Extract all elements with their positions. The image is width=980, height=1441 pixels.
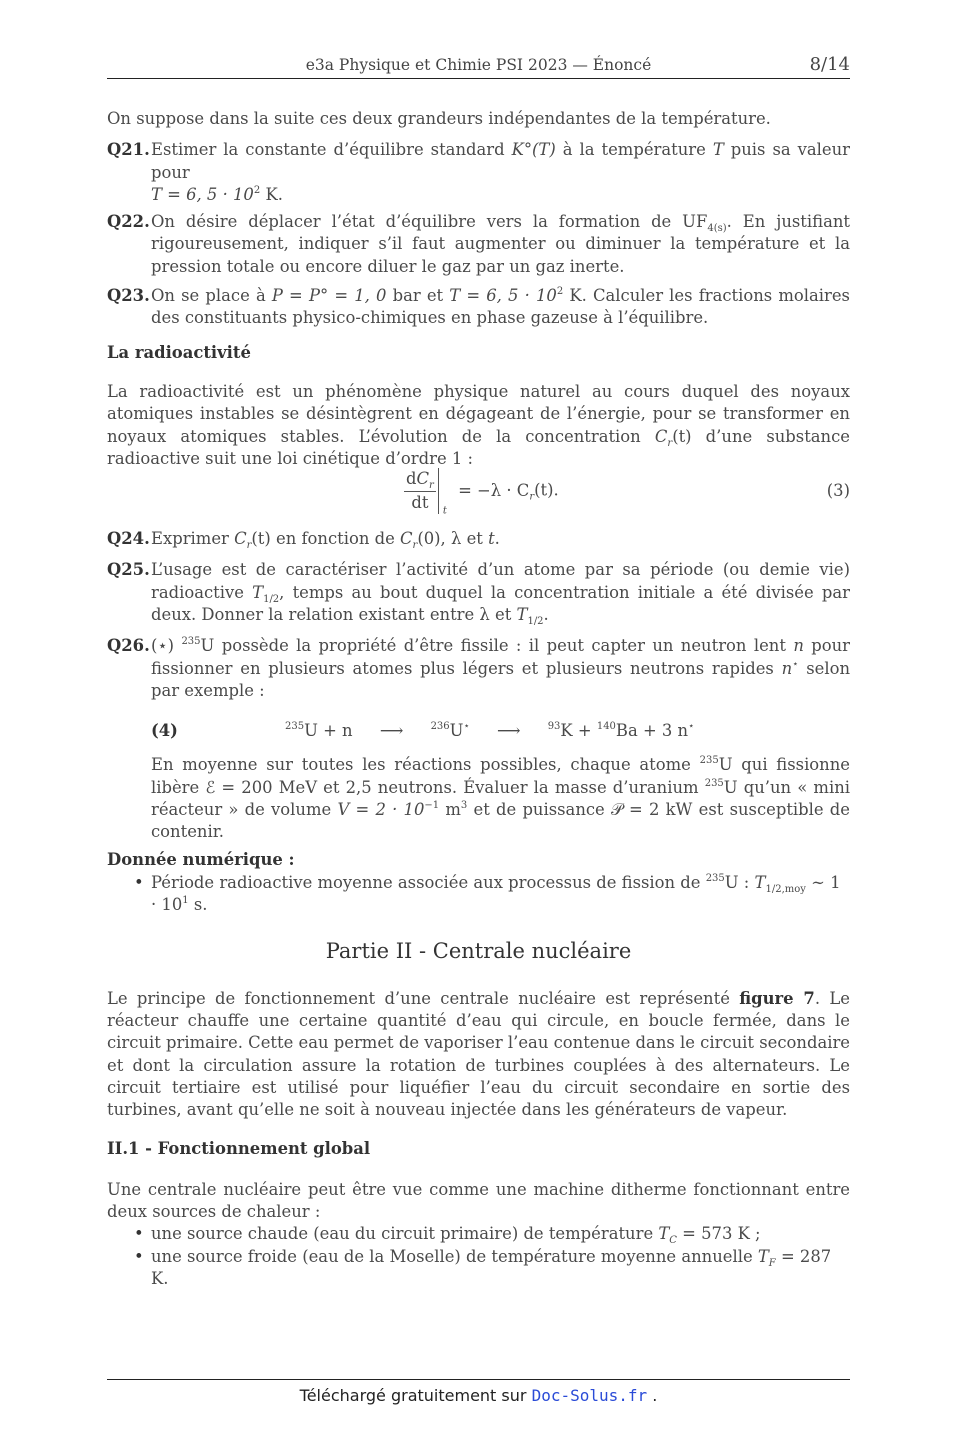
section-heading-radioactivity: La radioactivité [107, 342, 251, 362]
question-number: Q24. [107, 529, 150, 549]
equation-3 [107, 468, 850, 516]
evaluation-bar [438, 468, 439, 514]
equation-body: $\frac{dC_r}{dt}$ $_t = -\lambda \cdot C_r(t)$. [406, 469, 559, 517]
list-item: • une source chaude (eau du circuit primaire) de température $T_C = 573$ K ; [107, 1223, 850, 1245]
part-title: Partie II - Centrale nucléaire [325, 939, 632, 964]
part2-intro: Le principe de fonctionnement d’une centrale nucléaire est représenté figure 7. Le réacteur chauffe une certaine quantité d’eau qui circule, en boucle fermée, dans le circuit primaire. Cette eau permet de vaporiser l’eau contenue dans le circuit secondaire et dont la circulation assure la rotation de turbines couplées à des alternateurs. Le circuit tertiaire est utilisé pour liquéfier l’eau du circuit secondaire en sortie des turbines, avant qu’elle ne soit à nouveau injectée dans les générateurs de vapeur. [107, 988, 850, 1120]
question-21: Q21. Estimer la constante d’équilibre standard K°(T) à la température T puis sa valeur pour T = 6, $5 \cdot 10^2$ K. [107, 140, 850, 204]
question-number: Q21. [107, 140, 150, 160]
question-26: Q26. (⋆) $^{235}$U possède la propriété d’être fissile : il peut capter un neutron lent n pour fissionner en plusieurs atomes plus légers et plusieurs neutrons rapides n⋆ selon par exemple : $^{235}$U + n ⟶ $^{236}$U⋆ ⟶ $^{93}$K + $^{140}$Ba + 3 n⋆ (4) En moyenne sur toutes les réactions possibles, chaque atome $^{235}$U qui fissionne libère ℰ = 200 MeV et 2,5 neutrons. Évaluer la masse d’uranium $^{235}$U qu’un « mini réacteur » de volume $V = 2 \cdot 10^{-1}$ $m^3$ et de puissance 𝒫 = 2 kW est susceptible de contenir. [107, 636, 851, 842]
footer-rule [107, 1379, 850, 1380]
document-page [107, 0, 850, 1441]
section-text: Une centrale nucléaire peut être vue comme une machine ditherme fonctionnant entre deux sources de chaleur : [107, 1179, 850, 1221]
radioactivity-text: La radioactivité est un phénomène physique naturel au cours duquel des noyaux atomiques instables se désintègrent en dégageant de l’énergie, pour se transformer en noyaux atomiques stables. L’évolution de la concentration $C_r(t)$ d’une substance radioactive suit une loi cinétique d’ordre 1 : [107, 381, 850, 468]
fission-reaction: $^{235}$U + n ⟶ $^{236}$U⋆ ⟶ $^{93}$K + $^{140}$Ba + 3 n⋆ [285, 721, 695, 741]
question-23: Q23. On se place à P = P° = 1, 0 bar et T = 6, $5 \cdot 10^2$ K. Calculer les fractions molaires des constituants physico-chimiques en phase gazeuse à l’équilibre. [107, 286, 850, 328]
intro-text: On suppose dans la suite ces deux grandeurs indépendantes de la température. [107, 109, 771, 128]
list-item: • Période radioactive moyenne associée aux processus de fission de $^{235}$U : $T_{1/2,moy}$ ∼ $1 \cdot 10^1$ s. [107, 872, 850, 917]
header-title: e3a Physique et Chimie PSI 2023 — Énoncé [305, 56, 652, 74]
question-number: Q25. [107, 560, 150, 580]
page-header [107, 54, 850, 78]
question-number: Q22. [107, 212, 150, 232]
equation-number: (4) [151, 721, 178, 741]
data-heading: Donnée numérique : [107, 850, 295, 870]
question-number: Q26. [107, 636, 150, 656]
figure-reference: figure 7 [739, 988, 815, 1008]
page-number: 8/14 [809, 54, 850, 75]
section-heading: II.1 - Fonctionnement global [107, 1139, 371, 1159]
page-content [107, 108, 850, 1290]
question-22: Q22. On désire déplacer l’état d’équilibre vers la formation de $UF_{4(s)}$. En justifiant rigoureusement, indiquer s’il faut augmenter ou diminuer la température et la pression totale ou encore diluer le gaz par un gaz inerte. [107, 212, 850, 276]
derivative-fraction: $\frac{dC_r}{dt}$ [406, 469, 434, 512]
equation-4 [151, 710, 850, 754]
header-rule [107, 78, 850, 79]
question-number: Q23. [107, 286, 150, 306]
doc-solus-link[interactable]: Doc-Solus.fr [531, 1386, 648, 1405]
equation-number: (3) [826, 481, 850, 501]
page-footer: Téléchargé gratuitement sur Doc-Solus.fr . [299, 1386, 658, 1405]
list-item: • une source froide (eau de la Moselle) de température moyenne annuelle $T_F = 287$ K. [107, 1246, 850, 1291]
question-24: Q24. Exprimer $C_r(t)$ en fonction de $C_r(0)$, λ et t. [107, 529, 500, 552]
question-25: Q25. L’usage est de caractériser l’activité d’un atome par sa période (ou demie vie) radioactive $T_{1/2}$, temps au bout duquel la concentration initiale a été divisée par deux. Donner la relation existant entre λ et $T_{1/2}$. [107, 560, 850, 628]
data-list [107, 872, 850, 917]
source-list [107, 1223, 850, 1290]
